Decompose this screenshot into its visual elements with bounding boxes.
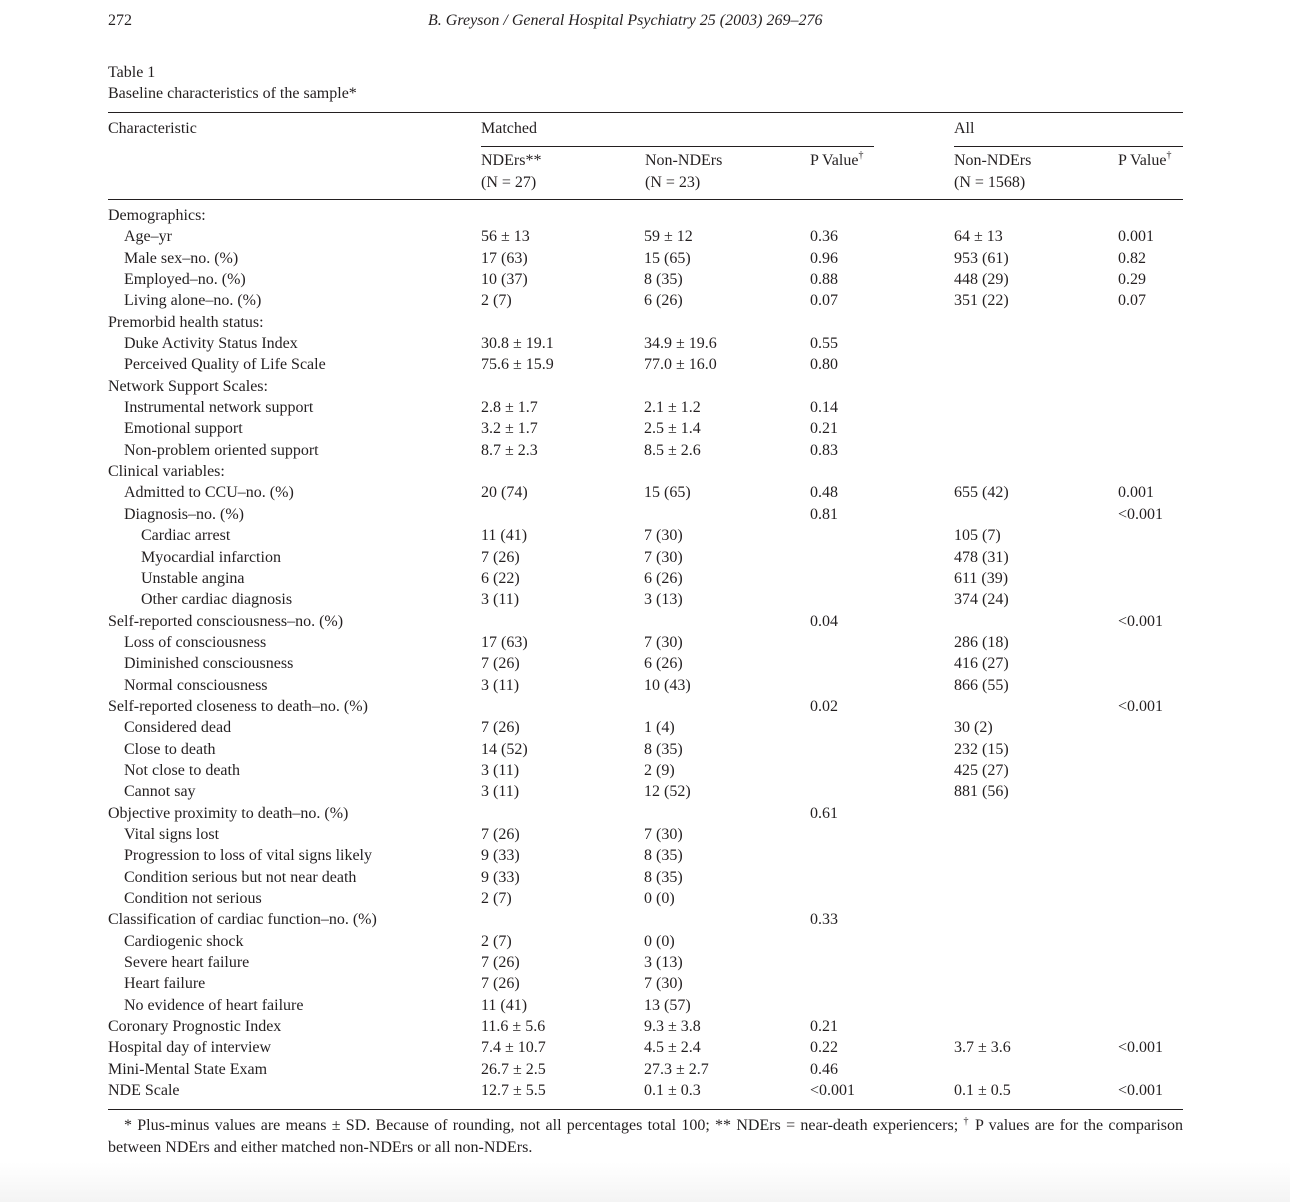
table-row xyxy=(108,845,1183,866)
cell-matched-non-nders: 6 (26) xyxy=(644,655,683,673)
cell-matched-nders: 11 (41) xyxy=(481,527,528,545)
row-label: Mini-Mental State Exam xyxy=(108,1060,268,1078)
cell-matched-nders: 17 (63) xyxy=(481,249,528,267)
row-label: NDE Scale xyxy=(108,1082,180,1100)
cell-matched-non-nders: 2.1 ± 1.2 xyxy=(644,399,701,417)
cell-matched-nders: 30.8 ± 19.1 xyxy=(481,335,554,353)
cell-matched-nders: 20 (74) xyxy=(481,484,528,502)
cell-matched-nders: 12.7 ± 5.5 xyxy=(481,1082,546,1100)
table-row xyxy=(108,482,1183,503)
row-label: Heart failure xyxy=(124,975,206,993)
row-label: Diminished consciousness xyxy=(124,655,294,673)
cell-matched-nders: 56 ± 13 xyxy=(481,228,530,246)
cell-matched-nders: 7 (26) xyxy=(481,548,520,566)
header-p-value xyxy=(810,150,863,172)
cell-matched-nders: 2 (7) xyxy=(481,292,512,310)
cell-matched-non-nders: 7 (30) xyxy=(644,527,683,545)
cell-matched-non-nders: 2 (9) xyxy=(644,761,675,779)
header-non-nders-n: (N = 23) xyxy=(645,174,701,191)
cell-matched-p-value: 0.55 xyxy=(810,335,838,353)
cell-matched-non-nders: 9.3 ± 3.8 xyxy=(644,1018,701,1036)
cell-all-p-value: 0.001 xyxy=(1118,484,1154,502)
row-label: Admitted to CCU–no. (%) xyxy=(124,484,294,502)
table-row xyxy=(108,333,1183,354)
header-all: All xyxy=(954,120,975,137)
matched-group-rule xyxy=(481,146,874,147)
cell-all-non-nders: 655 (42) xyxy=(954,484,1009,502)
cell-matched-non-nders: 8 (35) xyxy=(644,868,683,886)
table-row xyxy=(108,760,1183,781)
cell-all-non-nders: 953 (61) xyxy=(954,249,1009,267)
cell-all-non-nders: 425 (27) xyxy=(954,761,1009,779)
table-body xyxy=(108,205,1183,1101)
row-label: Hospital day of interview xyxy=(108,1039,272,1057)
header-all-non-nders-n: (N = 1568) xyxy=(954,174,1026,191)
cell-matched-non-nders: 8 (35) xyxy=(644,847,683,865)
table-row-section xyxy=(108,1016,1183,1037)
cell-matched-p-value: 0.02 xyxy=(810,697,838,715)
table-row xyxy=(108,504,1183,525)
row-label: Self-reported closeness to death–no. (%) xyxy=(108,697,368,715)
page-number: 272 xyxy=(108,12,132,29)
row-label: Self-reported consciousness–no. (%) xyxy=(108,612,344,630)
cell-matched-non-nders: 2.5 ± 1.4 xyxy=(644,420,701,438)
running-head xyxy=(108,12,1183,34)
row-label: Diagnosis–no. (%) xyxy=(124,505,244,523)
row-label: Cardiogenic shock xyxy=(124,932,244,950)
cell-all-non-nders: 232 (15) xyxy=(954,740,1009,758)
cell-all-p-value: 0.29 xyxy=(1118,271,1146,289)
cell-matched-nders: 7.4 ± 10.7 xyxy=(481,1039,546,1057)
table-row xyxy=(108,717,1183,738)
table-row-section xyxy=(108,312,1183,333)
cell-matched-non-nders: 15 (65) xyxy=(644,484,691,502)
footnote-part1: * Plus-minus values are means ± SD. Because of rounding, not all percentages total 100; ** NDErs = near-death experiencers; xyxy=(124,1117,964,1134)
row-label: Vital signs lost xyxy=(124,825,220,843)
table-bottom-rule xyxy=(108,1109,1183,1110)
cell-matched-nders: 75.6 ± 15.9 xyxy=(481,356,554,374)
cell-all-p-value: 0.07 xyxy=(1118,292,1146,310)
cell-matched-non-nders: 7 (30) xyxy=(644,975,683,993)
row-label: Employed–no. (%) xyxy=(124,271,246,289)
table-footnote xyxy=(108,1115,1183,1159)
cell-matched-p-value: 0.21 xyxy=(810,420,838,438)
row-label: Close to death xyxy=(124,740,216,758)
cell-matched-p-value: <0.001 xyxy=(810,1082,856,1100)
header-p-value-label: P Value xyxy=(810,152,859,169)
header-nders xyxy=(481,150,541,194)
row-label: Not close to death xyxy=(124,761,240,779)
dagger-mark: † xyxy=(963,1116,970,1127)
header-all-non-nders-label: Non-NDErs xyxy=(954,152,1032,169)
cell-matched-non-nders: 15 (65) xyxy=(644,249,691,267)
dagger-mark: † xyxy=(858,150,864,161)
cell-matched-nders: 2.8 ± 1.7 xyxy=(481,399,538,417)
row-label: Instrumental network support xyxy=(124,399,314,417)
cell-matched-non-nders: 1 (4) xyxy=(644,719,675,737)
cell-all-p-value: <0.001 xyxy=(1118,505,1164,523)
table-row xyxy=(108,675,1183,696)
cell-all-non-nders: 374 (24) xyxy=(954,591,1009,609)
cell-matched-p-value: 0.07 xyxy=(810,292,838,310)
header-p-value-all-label: P Value xyxy=(1118,152,1167,169)
cell-matched-non-nders: 4.5 ± 2.4 xyxy=(644,1039,701,1057)
cell-matched-nders: 10 (37) xyxy=(481,271,528,289)
table-row xyxy=(108,248,1183,269)
row-label: Coronary Prognostic Index xyxy=(108,1018,282,1036)
table-row-section xyxy=(108,696,1183,717)
row-label: Other cardiac diagnosis xyxy=(141,591,293,609)
cell-matched-nders: 3 (11) xyxy=(481,783,520,801)
cell-matched-p-value: 0.21 xyxy=(810,1018,838,1036)
cell-matched-nders: 7 (26) xyxy=(481,825,520,843)
cell-matched-nders: 26.7 ± 2.5 xyxy=(481,1060,546,1078)
row-label: Loss of consciousness xyxy=(124,633,267,651)
table-row-section xyxy=(108,611,1183,632)
cell-matched-non-nders: 8 (35) xyxy=(644,740,683,758)
cell-all-non-nders: 30 (2) xyxy=(954,719,993,737)
cell-all-non-nders: 3.7 ± 3.6 xyxy=(954,1039,1011,1057)
cell-matched-nders: 7 (26) xyxy=(481,954,520,972)
cell-matched-p-value: 0.83 xyxy=(810,441,838,459)
cell-matched-nders: 9 (33) xyxy=(481,847,520,865)
table-row xyxy=(108,589,1183,610)
cell-matched-p-value: 0.33 xyxy=(810,911,838,929)
table-row-section xyxy=(108,1037,1183,1058)
cell-matched-nders: 9 (33) xyxy=(481,868,520,886)
cell-matched-non-nders: 3 (13) xyxy=(644,954,683,972)
cell-matched-p-value: 0.22 xyxy=(810,1039,838,1057)
cell-matched-p-value: 0.96 xyxy=(810,249,838,267)
cell-matched-p-value: 0.36 xyxy=(810,228,838,246)
cell-matched-non-nders: 7 (30) xyxy=(644,633,683,651)
footnote-part2: P values are for the comparison between NDErs and either matched non-NDErs or all non-NDErs. xyxy=(108,1117,1184,1156)
cell-all-non-nders: 351 (22) xyxy=(954,292,1009,310)
table-row xyxy=(108,952,1183,973)
header-nders-n: (N = 27) xyxy=(481,174,537,191)
cell-matched-p-value: 0.61 xyxy=(810,804,838,822)
cell-all-non-nders: 105 (7) xyxy=(954,527,1001,545)
cell-all-p-value: 0.001 xyxy=(1118,228,1154,246)
table-row xyxy=(108,888,1183,909)
cell-all-non-nders: 478 (31) xyxy=(954,548,1009,566)
cell-matched-nders: 2 (7) xyxy=(481,932,512,950)
table-row xyxy=(108,290,1183,311)
cell-all-non-nders: 611 (39) xyxy=(954,569,1009,587)
all-group-rule xyxy=(954,146,1183,147)
cell-all-p-value: 0.82 xyxy=(1118,249,1146,267)
dagger-mark: † xyxy=(1166,150,1172,161)
table-row-section xyxy=(108,1080,1183,1101)
cell-matched-non-nders: 0 (0) xyxy=(644,932,675,950)
table-top-rule xyxy=(108,112,1183,113)
header-bottom-rule xyxy=(108,199,1183,200)
cell-matched-p-value: 0.04 xyxy=(810,612,838,630)
row-label: Premorbid health status: xyxy=(108,313,264,331)
cell-all-p-value: <0.001 xyxy=(1118,612,1164,630)
row-label: Progression to loss of vital signs likely xyxy=(124,847,372,865)
cell-matched-non-nders: 6 (26) xyxy=(644,292,683,310)
table-label: Table 1 xyxy=(108,64,156,81)
cell-matched-non-nders: 10 (43) xyxy=(644,676,691,694)
cell-all-non-nders: 448 (29) xyxy=(954,271,1009,289)
row-label: Clinical variables: xyxy=(108,463,225,481)
header-matched: Matched xyxy=(481,120,537,137)
cell-matched-non-nders: 0.1 ± 0.3 xyxy=(644,1082,701,1100)
table-row xyxy=(108,354,1183,375)
cell-matched-p-value: 0.48 xyxy=(810,484,838,502)
cell-matched-p-value: 0.80 xyxy=(810,356,838,374)
cell-matched-p-value: 0.14 xyxy=(810,399,838,417)
cell-matched-non-nders: 8.5 ± 2.6 xyxy=(644,441,701,459)
cell-all-non-nders: 64 ± 13 xyxy=(954,228,1003,246)
cell-all-non-nders: 286 (18) xyxy=(954,633,1009,651)
table-row xyxy=(108,226,1183,247)
header-non-nders xyxy=(645,150,722,194)
cell-matched-nders: 11.6 ± 5.6 xyxy=(481,1018,546,1036)
row-label: Myocardial infarction xyxy=(141,548,281,566)
cell-all-p-value: <0.001 xyxy=(1118,1039,1164,1057)
cell-matched-p-value: 0.46 xyxy=(810,1060,838,1078)
cell-matched-non-nders: 13 (57) xyxy=(644,996,691,1014)
row-label: Considered dead xyxy=(124,719,232,737)
row-label: Cannot say xyxy=(124,783,196,801)
cell-matched-nders: 14 (52) xyxy=(481,740,528,758)
cell-matched-nders: 7 (26) xyxy=(481,655,520,673)
cell-matched-nders: 3.2 ± 1.7 xyxy=(481,420,538,438)
row-label: Network Support Scales: xyxy=(108,377,268,395)
table-row xyxy=(108,973,1183,994)
header-non-nders-label: Non-NDErs xyxy=(645,152,723,169)
cell-matched-non-nders: 77.0 ± 16.0 xyxy=(644,356,717,374)
row-label: Cardiac arrest xyxy=(141,527,231,545)
header-nders-label: NDErs** xyxy=(481,152,542,169)
row-label: Normal consciousness xyxy=(124,676,268,694)
table-row-section xyxy=(108,376,1183,397)
table-row xyxy=(108,568,1183,589)
cell-matched-non-nders: 0 (0) xyxy=(644,890,675,907)
table-row-section xyxy=(108,461,1183,482)
table-row xyxy=(108,867,1183,888)
header-all-non-nders xyxy=(954,150,1031,194)
cell-matched-non-nders: 8 (35) xyxy=(644,271,683,289)
table-row xyxy=(108,440,1183,461)
cell-matched-p-value: 0.88 xyxy=(810,271,838,289)
cell-all-non-nders: 416 (27) xyxy=(954,655,1009,673)
table-row xyxy=(108,781,1183,802)
cell-matched-non-nders: 59 ± 12 xyxy=(644,228,693,246)
table-row xyxy=(108,739,1183,760)
cell-matched-p-value: 0.81 xyxy=(810,505,838,523)
cell-matched-nders: 11 (41) xyxy=(481,996,528,1014)
cell-matched-nders: 6 (22) xyxy=(481,569,520,587)
cell-matched-nders: 3 (11) xyxy=(481,676,520,694)
table-row-section xyxy=(108,909,1183,930)
table-row-section xyxy=(108,205,1183,226)
cell-matched-non-nders: 27.3 ± 2.7 xyxy=(644,1060,709,1078)
cell-matched-nders: 8.7 ± 2.3 xyxy=(481,441,538,459)
cell-all-p-value: <0.001 xyxy=(1118,697,1164,715)
row-label: Severe heart failure xyxy=(124,954,250,972)
table-caption xyxy=(108,62,357,104)
cell-matched-nders: 2 (7) xyxy=(481,890,512,907)
row-label: Duke Activity Status Index xyxy=(124,335,298,353)
cell-matched-nders: 7 (26) xyxy=(481,719,520,737)
cell-matched-non-nders: 7 (30) xyxy=(644,825,683,843)
cell-matched-non-nders: 3 (13) xyxy=(644,591,683,609)
table-row xyxy=(108,418,1183,439)
row-label: Male sex–no. (%) xyxy=(124,249,239,267)
cell-matched-nders: 3 (11) xyxy=(481,761,520,779)
cell-matched-non-nders: 12 (52) xyxy=(644,783,691,801)
table-row xyxy=(108,995,1183,1016)
row-label: Perceived Quality of Life Scale xyxy=(124,356,326,374)
cell-matched-nders: 7 (26) xyxy=(481,975,520,993)
row-label: Unstable angina xyxy=(141,569,245,587)
row-label: Objective proximity to death–no. (%) xyxy=(108,804,349,822)
table-row xyxy=(108,931,1183,952)
journal-citation: B. Greyson / General Hospital Psychiatry 25 (2003) 269–276 xyxy=(428,12,823,29)
cell-matched-nders: 17 (63) xyxy=(481,633,528,651)
table-title: Baseline characteristics of the sample* xyxy=(108,85,357,102)
row-label: Emotional support xyxy=(124,420,243,438)
cell-all-non-nders: 881 (56) xyxy=(954,783,1009,801)
row-label: No evidence of heart failure xyxy=(124,996,304,1014)
row-label: Condition serious but not near death xyxy=(124,868,357,886)
table-row-section xyxy=(108,803,1183,824)
row-label: Living alone–no. (%) xyxy=(124,292,262,310)
row-label: Classification of cardiac function–no. (%) xyxy=(108,911,377,929)
row-label: Age–yr xyxy=(124,228,172,246)
table-row xyxy=(108,397,1183,418)
cell-all-non-nders: 866 (55) xyxy=(954,676,1009,694)
header-characteristic: Characteristic xyxy=(108,120,197,137)
cell-matched-non-nders: 34.9 ± 19.6 xyxy=(644,335,717,353)
table-row xyxy=(108,525,1183,546)
table-row xyxy=(108,653,1183,674)
row-label: Demographics: xyxy=(108,207,206,224)
table-row xyxy=(108,632,1183,653)
row-label: Condition not serious xyxy=(124,890,262,907)
row-label: Non-problem oriented support xyxy=(124,441,319,459)
cell-all-non-nders: 0.1 ± 0.5 xyxy=(954,1082,1011,1100)
table-row xyxy=(108,547,1183,568)
cell-all-p-value: <0.001 xyxy=(1118,1082,1164,1100)
table-row xyxy=(108,824,1183,845)
page-bottom-shade xyxy=(0,1162,1290,1202)
header-p-value-all xyxy=(1118,150,1171,172)
table-row xyxy=(108,269,1183,290)
table-row-section xyxy=(108,1059,1183,1080)
cell-matched-non-nders: 6 (26) xyxy=(644,569,683,587)
cell-matched-nders: 3 (11) xyxy=(481,591,520,609)
cell-matched-non-nders: 7 (30) xyxy=(644,548,683,566)
